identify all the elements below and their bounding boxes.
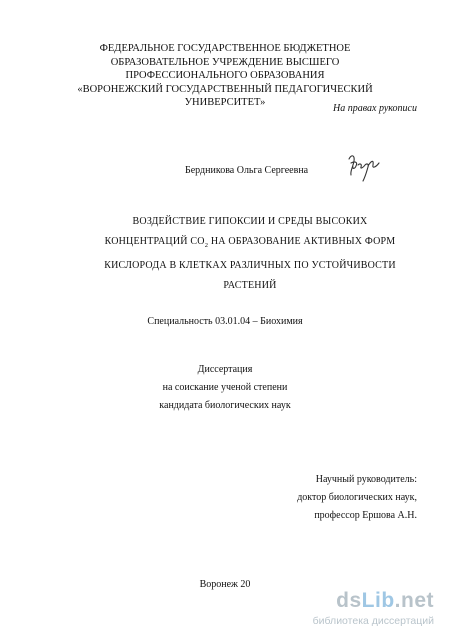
degree-line: Диссертация: [197, 364, 253, 375]
org-line: ФЕДЕРАЛЬНОЕ ГОСУДАРСТВЕННОЕ БЮДЖЕТНОЕ: [99, 43, 351, 54]
city-year: Воронеж 20: [199, 579, 251, 590]
title-line-part: КОНЦЕНТРАЦИЙ СО: [104, 236, 205, 247]
degree-line: кандидата биологических наук: [159, 400, 291, 411]
title-line: РАСТЕНИЙ: [223, 280, 277, 291]
handwritten-signature: [345, 149, 383, 185]
dissertation-degree: [0, 361, 450, 415]
logo-net: .net: [394, 589, 434, 612]
organization-header: [60, 42, 390, 110]
advisor-line: доктор биологических наук,: [297, 492, 417, 503]
dissertation-title: [100, 212, 400, 296]
logo-lib: Lib: [361, 589, 395, 612]
advisor-line: профессор Ершова А.Н.: [314, 510, 417, 521]
watermark: [302, 589, 442, 633]
manuscript-rights-note: На правах рукописи: [333, 103, 417, 114]
specialty: Специальность 03.01.04 – Биохимия: [147, 316, 303, 327]
degree-line: на соискание ученой степени: [162, 382, 288, 393]
title-line: [100, 232, 400, 256]
title-subscript: 2: [204, 242, 209, 249]
watermark-subtitle: библиотека диссертаций: [312, 615, 434, 627]
org-line: «ВОРОНЕЖСКИЙ ГОСУДАРСТВЕННЫЙ ПЕДАГОГИЧЕСКИЙ: [77, 83, 373, 95]
org-line: ПРОФЕССИОНАЛЬНОГО ОБРАЗОВАНИЯ: [125, 70, 325, 81]
org-line: ОБРАЗОВАТЕЛЬНОЕ УЧРЕЖДЕНИЕ ВЫСШЕГО: [110, 56, 340, 68]
title-line-part: НА ОБРАЗОВАНИЕ АКТИВНЫХ ФОРМ: [208, 236, 396, 247]
author-name: Бердникова Ольга Сергеевна: [185, 165, 309, 176]
scientific-advisor: [297, 471, 417, 525]
logo-ds: ds: [336, 589, 362, 612]
title-line: ВОЗДЕЙСТВИЕ ГИПОКСИИ И СРЕДЫ ВЫСОКИХ: [132, 216, 368, 227]
title-line: КИСЛОРОДА В КЛЕТКАХ РАЗЛИЧНЫХ ПО УСТОЙЧИВОСТИ: [104, 260, 396, 271]
watermark-logo: [336, 589, 434, 613]
advisor-line: Научный руководитель:: [315, 474, 417, 485]
org-line: УНИВЕРСИТЕТ»: [184, 97, 266, 108]
